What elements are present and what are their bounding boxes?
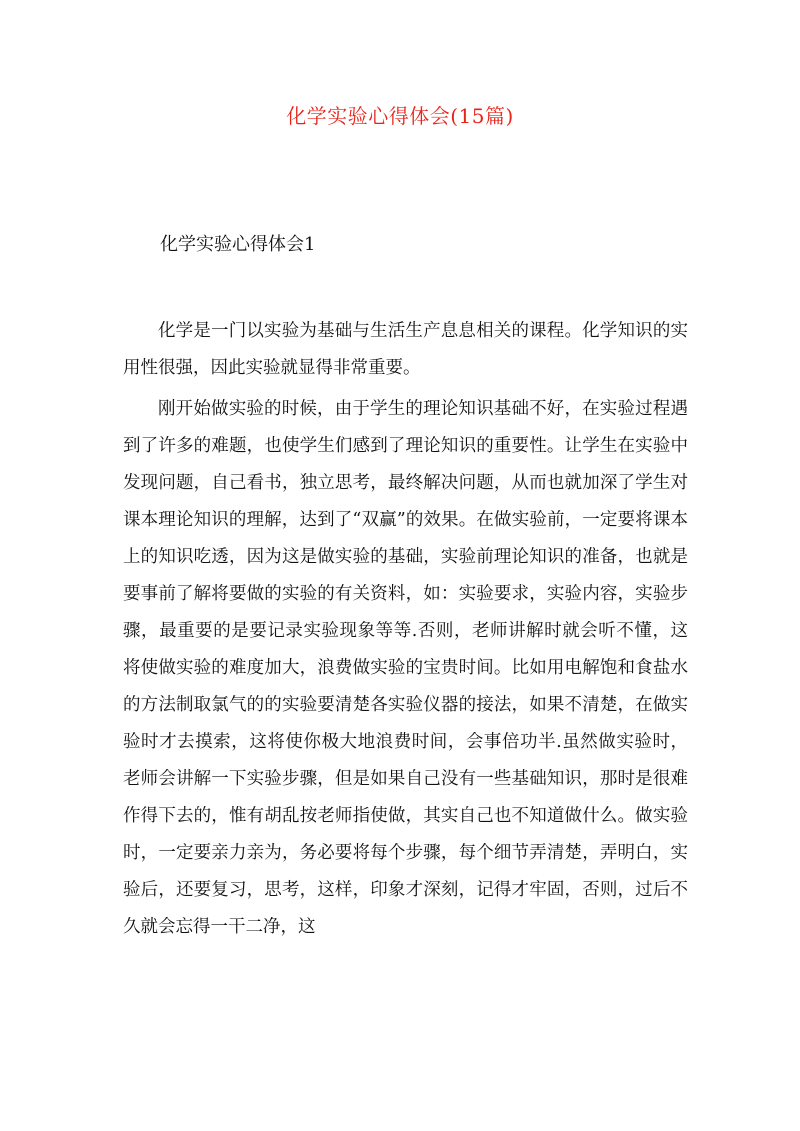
document-title: 化学实验心得体会(15篇) (286, 104, 514, 128)
paragraph-2: 刚开始做实验的时候，由于学生的理论知识基础不好，在实验过程遇到了许多的难题，也使学生们感到了理论知识的重要性。让学生在实验中发现问题，自己看书，独立思考，最终解决问题，从而也就加深了学生对课本理论知识的理解，达到了“双赢”的效果。在做实验前，一定要将课本上的知识吃透，因为这是做实验的基础，实验前理论知识的准备，也就是要事前了解将要做的实验的有关资料，如：实验要求，实验内容，实验步骤，最重要的是要记录实验现象等等.否则，老师讲解时就会听不懂，这将使做实验的难度加大，浪费做实验的宝贵时间。比如用电解饱和食盐水的方法制取氯气的的实验要清楚各实验仪器的接法，如果不清楚，在做实验时才去摸索，这将使你极大地浪费时间，会事倍功半.虽然做实验时，老师会讲解一下实验步骤，但是如果自己没有一些基础知识，那时是很难作得下去的，惟有胡乱按老师指使做，其实自己也不知道做什么。做实验时，一定要亲力亲为，务必要将每个步骤，每个细节弄清楚，弄明白，实验后，还要复习，思考，这样，印象才深刻，记得才牢固，否则，过后不久就会忘得一干二净，这 (123, 399, 688, 937)
section-heading: 化学实验心得体会1 (160, 234, 316, 255)
paragraph-1: 化学是一门以实验为基础与生活生产息息相关的课程。化学知识的实用性很强，因此实验就显得非常重要。 (123, 321, 688, 378)
document-body (123, 313, 688, 950)
